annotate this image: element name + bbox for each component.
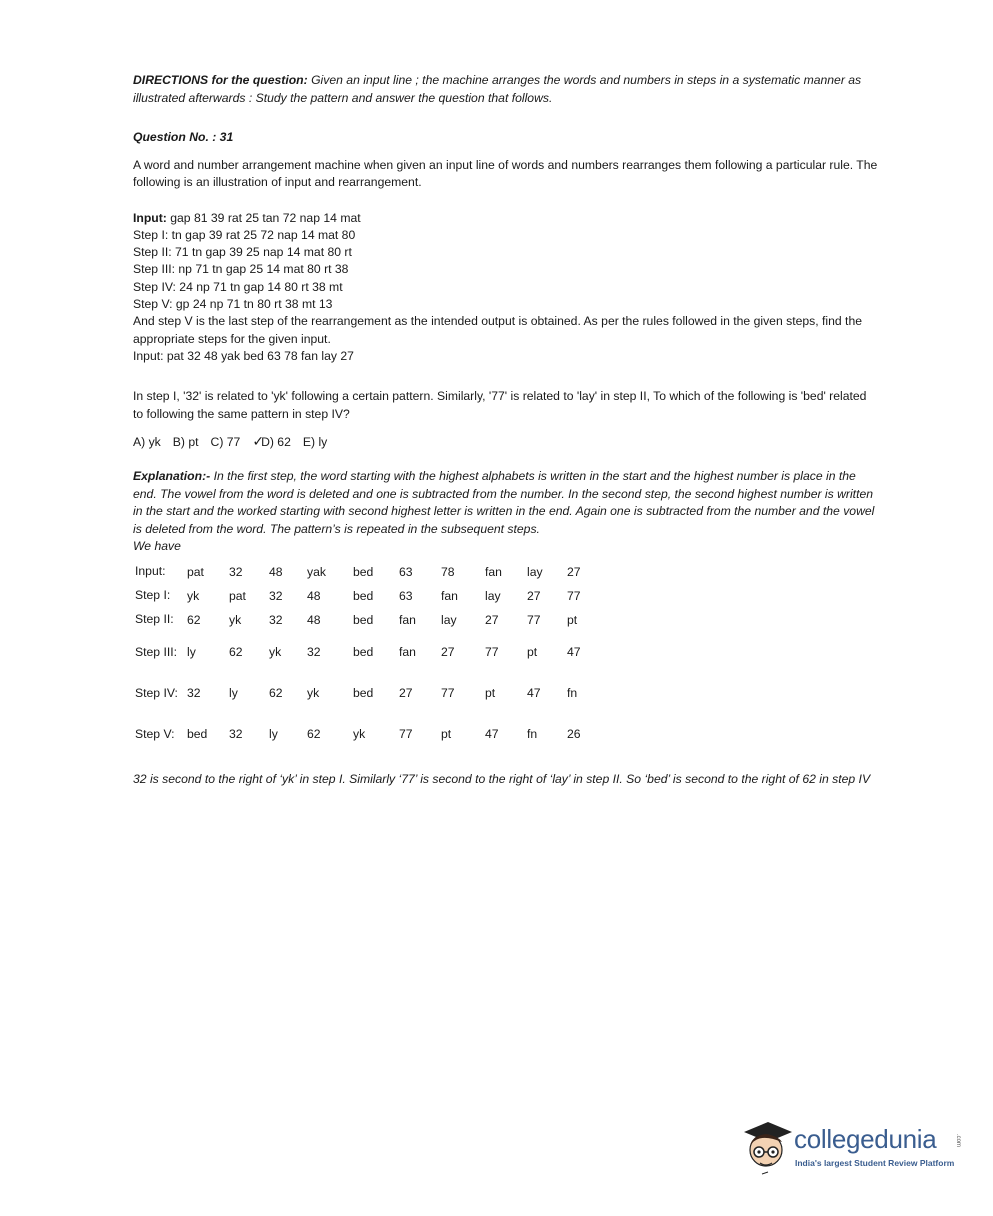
option-e[interactable]: E) ly [302, 434, 328, 449]
arrangement-cell: 32 [269, 612, 283, 627]
arrangement-cell: fan [441, 588, 458, 603]
arrangement-row [135, 673, 601, 714]
arrangement-cell: 62 [269, 686, 283, 701]
arrangement-cell: lay [441, 612, 457, 627]
arrangement-cell: bed [353, 588, 374, 603]
brand-com: .com [955, 1134, 961, 1148]
arrangement-row-label: Step III: [135, 644, 178, 659]
arrangement-row-label: Step V: [135, 726, 175, 741]
we-have: We have [133, 539, 181, 554]
arrangement-row-label: Step I: [135, 588, 171, 603]
arrangement-cell: 77 [441, 686, 455, 701]
arrangement-cell: fan [399, 645, 416, 660]
arrangement-cell: pat [187, 564, 204, 579]
arrangement-cell: 26 [567, 727, 581, 742]
option-c[interactable]: C) 77 [210, 434, 241, 449]
question-document [133, 72, 878, 788]
arrangement-cell: 48 [307, 612, 321, 627]
arrangement-cell: 32 [229, 727, 243, 742]
arrangement-cell: pt [485, 686, 496, 701]
arrangement-cell: 27 [485, 612, 499, 627]
arrangement-cell: 27 [399, 686, 413, 701]
example-step: Step V: gp 24 np 71 tn 80 rt 38 mt 13 [133, 296, 333, 311]
arrangement-row-label: Step IV: [135, 685, 178, 700]
arrangement-cell: 62 [307, 727, 321, 742]
question-number: Question No. : 31 [133, 130, 234, 144]
arrangement-cell: 77 [527, 612, 541, 627]
directions-text: Given an input line ; the machine arranges the words and numbers in steps in a systematic manner as illustrated afterwards : Study the pattern and answer the question that follows. [133, 73, 862, 105]
arrangement-cell: yk [307, 686, 320, 701]
example-step: Step I: tn gap 39 rat 25 72 nap 14 mat 80 [133, 227, 356, 242]
question-intro: A word and number arrangement machine when given an input line of words and numbers rearranges them following a particular rule. The following is an illustration of input and rearrangement. [133, 157, 878, 189]
arrangement-cell: lay [485, 588, 501, 603]
check-icon: ✓ [252, 433, 265, 450]
arrangement-cell: 77 [399, 727, 413, 742]
arrangement-cell: ly [229, 686, 238, 701]
arrangement-cell: 47 [485, 727, 499, 742]
conclusion: 32 is second to the right of ‘yk’ in step I. Similarly ‘77’ is second to the right of ‘lay’ in step II. So ‘bed’ is second to the right of 62 in step IV [133, 771, 871, 786]
arrangement-cell: 27 [527, 588, 541, 603]
arrangement-cell: fn [567, 686, 578, 701]
arrangement-row [135, 714, 601, 755]
arrangement-cell: yk [229, 612, 242, 627]
arrangement-cell: 32 [187, 686, 201, 701]
option-d-label: D) 62 [261, 435, 291, 450]
arrangement-cell: 77 [485, 645, 499, 660]
arrangement-cell: 47 [567, 645, 581, 660]
arrangement-cell: pat [229, 588, 246, 603]
arrangement-row [135, 608, 601, 632]
example-input [133, 210, 878, 227]
arrangement-cell: lay [527, 564, 543, 579]
brand-name: collegedunia [794, 1124, 937, 1154]
arrangement-cell: 32 [307, 645, 321, 660]
arrangement-cell: 27 [567, 564, 581, 579]
explanation-label: Explanation:- [133, 469, 211, 484]
arrangement-cell: fan [485, 564, 502, 579]
arrangement-cell: bed [353, 612, 374, 627]
given-input: Input: pat 32 48 yak bed 63 78 fan lay 27 [133, 348, 354, 363]
arrangement-table [135, 560, 601, 755]
arrangement-cell: bed [353, 645, 374, 660]
arrangement-cell: 32 [229, 564, 243, 579]
arrangement-row [135, 584, 601, 608]
arrangement-cell: 78 [441, 564, 455, 579]
arrangement-cell: 63 [399, 588, 413, 603]
example-step: Step III: np 71 tn gap 25 14 mat 80 rt 38 [133, 262, 349, 277]
arrangement-row-label: Input: [135, 564, 166, 579]
question-ask: In step I, '32' is related to 'yk' following a certain pattern. Similarly, '77' is related to 'lay' in step II, To which of the following is 'bed' related to following the same pattern in step IV? [133, 389, 867, 421]
arrangement-row [135, 560, 601, 584]
mascot-icon [738, 1112, 794, 1178]
arrangement-cell: 77 [567, 588, 581, 603]
option-d[interactable] [252, 433, 291, 450]
explanation-text: In the first step, the word starting with the highest alphabets is written in the start and the highest number is place in the end. The vowel from the word is deleted and one is subtracted from the number. In the second step, the second highest number is written in the start and the worked starting with second highest letter is written in the end. Again one is subtracted from the number and the vowel is deleted from the word. The pattern’s is repeated in the subsequent steps. [133, 469, 875, 536]
arrangement-cell: 62 [187, 612, 201, 627]
option-a[interactable]: A) yk [133, 434, 161, 449]
arrangement-cell: 48 [269, 564, 283, 579]
arrangement-row [135, 632, 601, 673]
arrangement-cell: 47 [527, 686, 541, 701]
example-step: Step II: 71 tn gap 39 25 nap 14 mat 80 rt [133, 245, 352, 260]
example-input-text: gap 81 39 rat 25 tan 72 nap 14 mat [166, 210, 361, 225]
directions-label: DIRECTIONS for the question: [133, 73, 308, 87]
brand-tagline: India's largest Student Review Platform [795, 1158, 955, 1168]
answer-options [133, 433, 878, 450]
arrangement-cell: yak [307, 564, 326, 579]
arrangement-cell: fn [527, 727, 538, 742]
arrangement-cell: ly [187, 645, 196, 660]
option-b[interactable]: B) pt [172, 434, 199, 449]
arrangement-cell: 48 [307, 588, 321, 603]
arrangement-cell: pt [441, 727, 452, 742]
arrangement-cell: 62 [229, 645, 243, 660]
arrangement-cell: 63 [399, 564, 413, 579]
arrangement-cell: yk [353, 727, 366, 742]
arrangement-cell: fan [399, 612, 416, 627]
example-step: Step IV: 24 np 71 tn gap 14 80 rt 38 mt [133, 279, 343, 294]
arrangement-cell: pt [527, 645, 538, 660]
example-steps [133, 210, 878, 366]
arrangement-cell: bed [353, 564, 374, 579]
arrangement-cell: pt [567, 612, 578, 627]
arrangement-cell: 32 [269, 588, 283, 603]
collegedunia-logo [738, 1112, 963, 1182]
example-input-label: Input: [133, 210, 167, 225]
arrangement-cell: ly [269, 727, 278, 742]
example-note: And step V is the last step of the rearrangement as the intended output is obtained. As per the rules followed in the given steps, find the appropriate steps for the given input. [133, 314, 862, 346]
arrangement-cell: bed [353, 686, 374, 701]
arrangement-cell: yk [187, 588, 200, 603]
arrangement-cell: yk [269, 645, 282, 660]
arrangement-cell: bed [187, 727, 208, 742]
explanation [133, 468, 878, 538]
directions [133, 72, 878, 107]
arrangement-cell: 27 [441, 645, 455, 660]
arrangement-row-label: Step II: [135, 612, 174, 627]
